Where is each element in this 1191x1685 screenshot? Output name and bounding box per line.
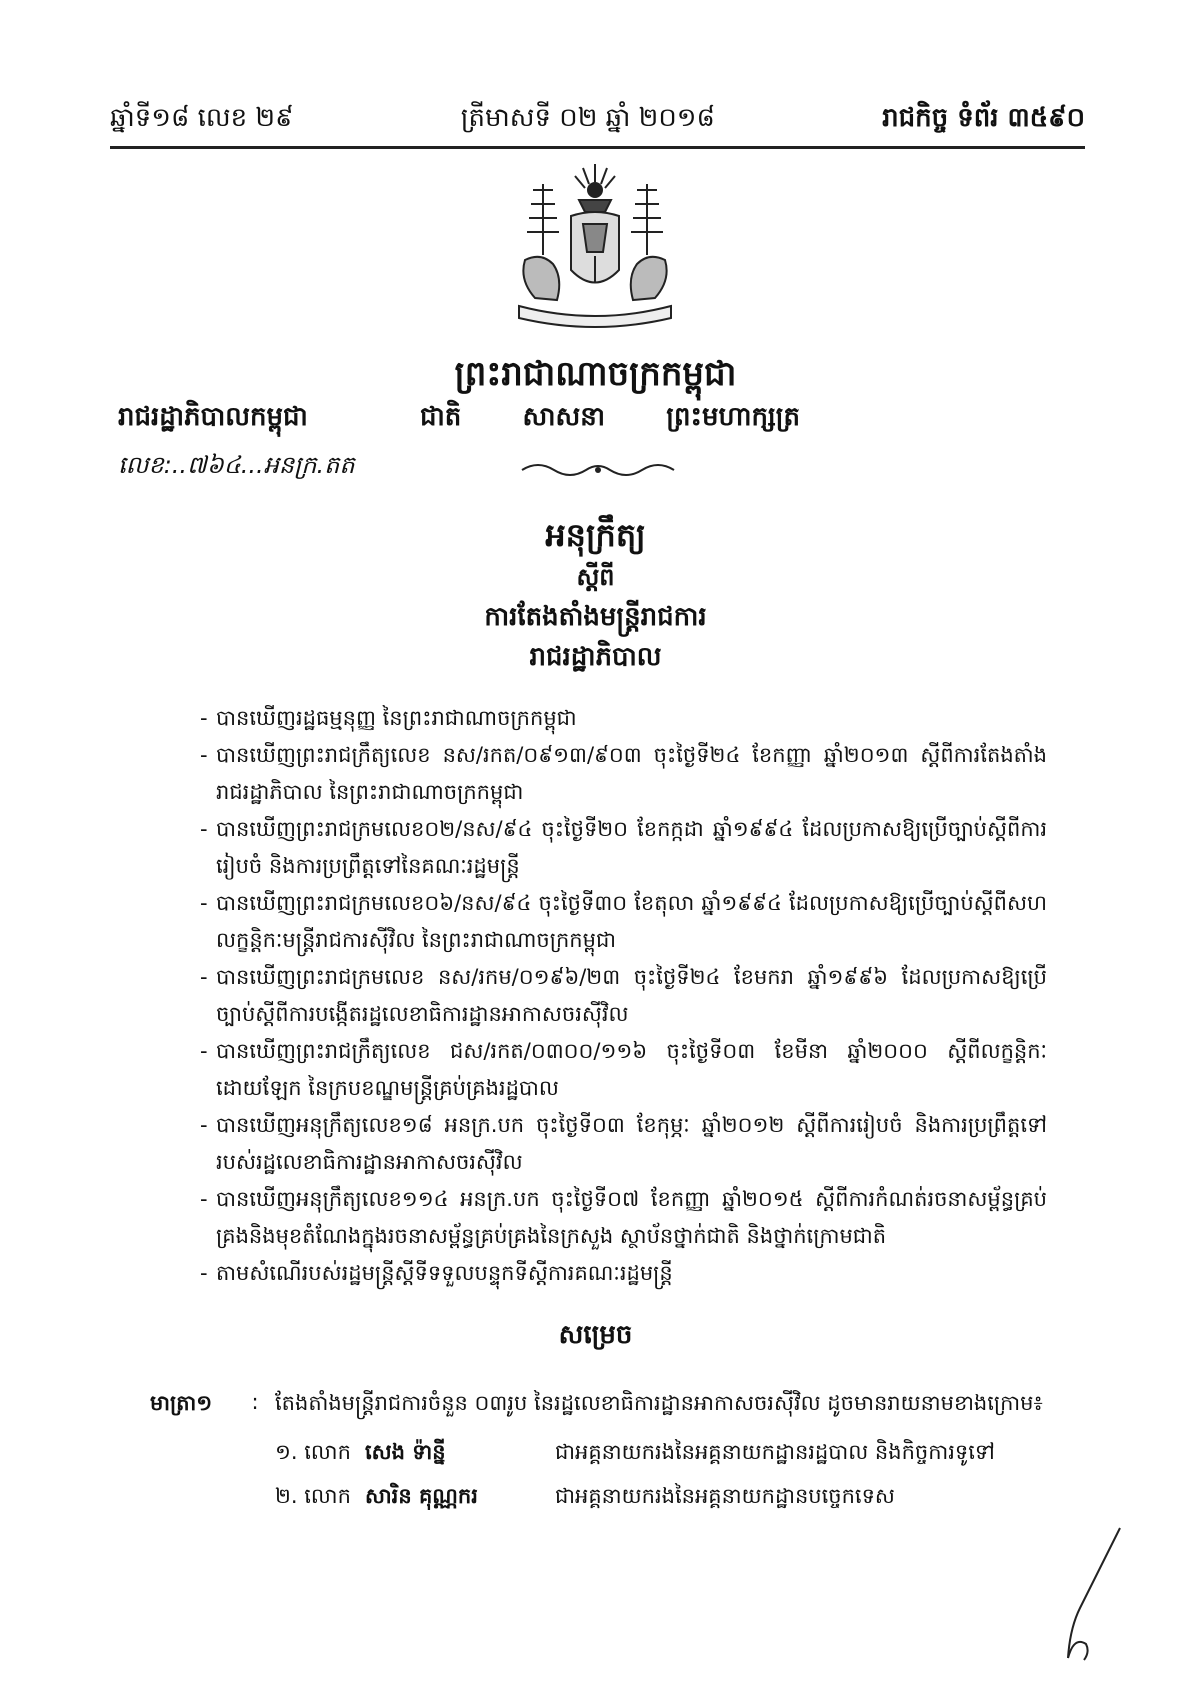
- appointee-row: [275, 1476, 1075, 1520]
- list-item: - បានឃើញព្រះរាជក្រមលេខ០៦/នស/៩៤ ចុះថ្ងៃទី៣០ ខែតុលា ឆ្នាំ១៩៩៤ ដែលប្រកាសឱ្យប្រើច្បាប់ស្តីពីសហលក្ខន្តិកៈមន្ត្រីរាជការស៊ីវិល នៃព្រះរាជាណាចក្រកម្ពុជា: [202, 885, 1047, 959]
- list-item: - បានឃើញអនុក្រឹត្យលេខ១៨ អនក្រ.បក ចុះថ្ងៃទី០៣ ខែកុម្ភៈ ឆ្នាំ២០១២ ស្តីពីការរៀបចំ និងការប្រព្រឹត្តទៅរបស់រដ្ឋលេខាធិការដ្ឋានអាកាសចរស៊ីវិល: [202, 1107, 1047, 1181]
- list-item: - បានឃើញព្រះរាជក្រមលេខ០២/នស/៩៤ ចុះថ្ងៃទី២០ ខែកក្កដា ឆ្នាំ១៩៩៤ ដែលប្រកាសឱ្យប្រើច្បាប់ស្តីពីការរៀបចំ និងការប្រព្រឹត្តទៅនៃគណៈរដ្ឋមន្ត្រី: [202, 811, 1047, 885]
- article-1: [150, 1390, 1080, 1421]
- appointee-index: ១. លោក: [275, 1439, 351, 1464]
- list-item: - បានឃើញព្រះរាជក្រមលេខ នស/រកម/០១៩៦/២៣ ចុះថ្ងៃទី២៤ ខែមករា ឆ្នាំ១៩៩៦ ដែលប្រកាសឱ្យប្រើច្បាប់ស្តីពីការបង្កើតរដ្ឋលេខាធិការដ្ឋានអាកាសចរស៊ីវិល: [202, 959, 1047, 1033]
- article-colon: :: [251, 1390, 259, 1414]
- appointee-position: ជាអគ្គនាយករងនៃអគ្គនាយកដ្ឋានរដ្ឋបាល និងកិច្ចការទូទៅ: [555, 1439, 995, 1464]
- motto-religion: សាសនា: [522, 402, 606, 432]
- appointee-row: [275, 1432, 1075, 1476]
- gazette-volume: ឆ្នាំទី១៨ លេខ ២៩: [110, 103, 294, 133]
- appointee-name: សារិន គុណ្ណករ: [365, 1483, 478, 1508]
- motto-king: ព្រះមហាក្សត្រ: [666, 402, 800, 432]
- appointee-position: ជាអគ្គនាយករងនៃអគ្គនាយកដ្ឋានបច្ចេកទេស: [555, 1483, 895, 1508]
- kingdom-name: ព្រះរាជាណាចក្រកម្ពុជា: [454, 354, 737, 394]
- ornament-divider-icon: [518, 458, 678, 480]
- document-type: អនុក្រឹត្យ: [545, 516, 646, 554]
- document-issuer: រាជរដ្ឋាភិបាល: [529, 642, 662, 672]
- legal-references: [202, 700, 1047, 1292]
- motto-nation: ជាតិ: [420, 402, 462, 432]
- document-about: ស្តីពី: [576, 563, 615, 591]
- document-subject: ការតែងតាំងមន្ត្រីរាជការ: [484, 602, 707, 632]
- appointee-index: ២. លោក: [275, 1483, 351, 1508]
- list-item: - បានឃើញរដ្ឋធម្មនុញ្ញ នៃព្រះរាជាណាចក្រកម្ពុជា: [202, 700, 1047, 737]
- list-item: - បានឃើញព្រះរាជក្រឹត្យលេខ ជស/រកត/០៣០០/១១៦ ចុះថ្ងៃទី០៣ ខែមីនា ឆ្នាំ២០០០ ស្តីពីលក្ខន្តិកៈដោយឡែក នៃក្របខណ្ឌមន្ត្រីគ្រប់គ្រងរដ្ឋបាល: [202, 1033, 1047, 1107]
- government-name: រាជរដ្ឋាភិបាលកម្ពុជា: [118, 402, 308, 432]
- document-number: លេខ:..៧៦៤...អនក្រ.តត: [118, 451, 355, 479]
- decision-heading: សម្រេច: [558, 1320, 633, 1350]
- article-text: តែងតាំងមន្ត្រីរាជការចំនួន ០៣រូប នៃរដ្ឋលេខាធិការដ្ឋានអាកាសចរស៊ីវិល ដូចមានរាយនាមខាងក្រោម៖: [275, 1391, 1043, 1415]
- appointee-list: [275, 1432, 1075, 1520]
- header-rule: [110, 146, 1085, 149]
- list-item: - បានឃើញព្រះរាជក្រឹត្យលេខ នស/រកត/០៩១៣/៩០៣ ចុះថ្ងៃទី២៤ ខែកញ្ញា ឆ្នាំ២០១៣ ស្តីពីការតែងតាំងរាជរដ្ឋាភិបាល នៃព្រះរាជាណាចក្រកម្ពុជា: [202, 737, 1047, 811]
- article-label: មាត្រា១: [150, 1391, 213, 1415]
- gazette-page-number: រាជកិច្ច ទំព័រ ៣៥៩០: [882, 103, 1085, 133]
- list-item: - បានឃើញអនុក្រឹត្យលេខ១១៤ អនក្រ.បក ចុះថ្ងៃទី០៧ ខែកញ្ញា ឆ្នាំ២០១៥ ស្តីពីការកំណត់រចនាសម្ព័ន្ធគ្រប់គ្រងនិងមុខតំណែងក្នុងរចនាសម្ព័ន្ធគ្រប់គ្រងនៃក្រសួង ស្ថាប័នថ្នាក់ជាតិ និងថ្នាក់ក្រោមជាតិ: [202, 1181, 1047, 1255]
- initials-signature-icon: [1040, 1518, 1130, 1668]
- gazette-header: [110, 98, 1085, 142]
- royal-coat-of-arms-icon: [505, 160, 685, 335]
- appointee-name: សេង ទ៉ាន្នី: [365, 1439, 446, 1464]
- national-motto: [420, 400, 800, 438]
- list-item: - តាមសំណើរបស់រដ្ឋមន្ត្រីស្តីទីទទួលបន្ទុកទីស្តីការគណៈរដ្ឋមន្ត្រី: [202, 1255, 1047, 1292]
- gazette-quarter: ត្រីមាសទី ០២ ឆ្នាំ ២០១៨: [460, 103, 715, 133]
